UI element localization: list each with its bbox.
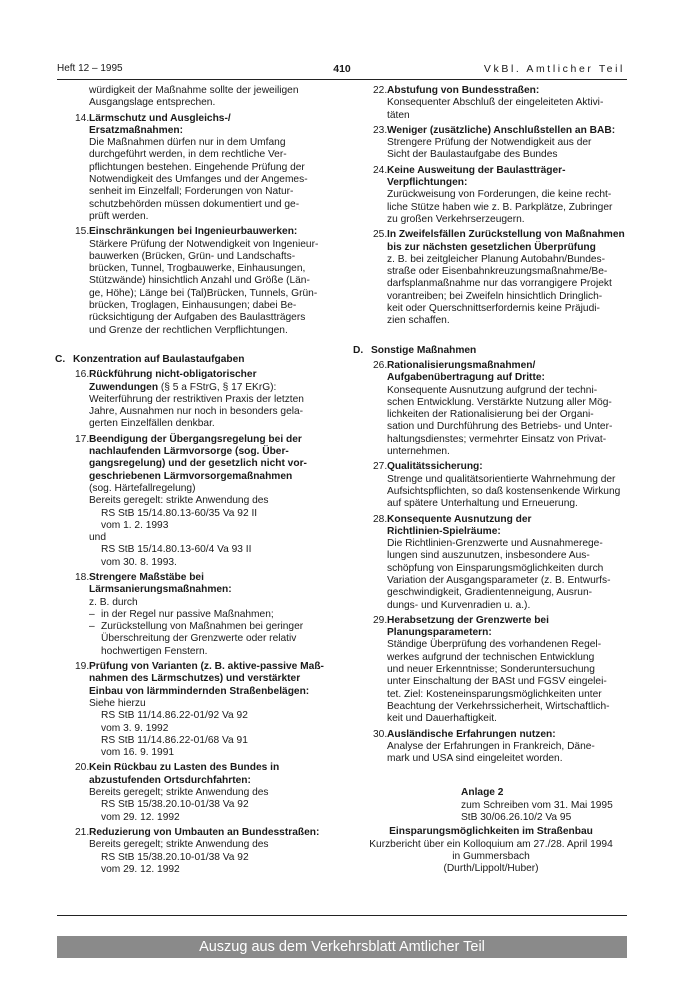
text-line: Notwendigkeit des Umfanges und der Angemes- bbox=[89, 174, 308, 186]
text-line: keit und Dauerhaftigkeit. bbox=[387, 713, 497, 725]
item-number: 14. bbox=[75, 112, 90, 124]
text-line: haltungsdienstes; vermehrter Einsatz von Privat- bbox=[387, 433, 607, 445]
item-title: Einbau von lärmmindernden Straßenbelägen: bbox=[89, 685, 310, 697]
text-line: brücken, Troglagen, Einhausungen; dabei Be- bbox=[89, 300, 297, 312]
appendix-line: zum Schreiben vom 31. Mai 1995 bbox=[461, 799, 613, 811]
item-title: Lärmsanierungsmaßnahmen: bbox=[89, 584, 232, 596]
section-letter: D. bbox=[353, 344, 364, 356]
text-line: Aufsichtspflichten, so daß kostensenkende Wirkung bbox=[387, 485, 621, 497]
item-number: 17. bbox=[75, 433, 90, 445]
left-column bbox=[57, 85, 329, 876]
text-line: Konsequente Ausnutzung aufgrund der techni- bbox=[387, 384, 598, 396]
item-title: Strengere Maßstäbe bei bbox=[89, 571, 204, 583]
item-title: Ausländische Erfahrungen nutzen: bbox=[387, 728, 556, 740]
text-line: zu großen Verkehrserzeugern. bbox=[387, 213, 525, 225]
item-number: 26. bbox=[373, 359, 388, 371]
text-line: z. B. durch bbox=[89, 596, 138, 608]
footer-banner bbox=[57, 936, 627, 958]
text-line: straße oder Eisenbahnkreuzungsmaßnahme/Be- bbox=[387, 266, 608, 278]
text-line: durchgeführt werden, in dem rechtliche Ver- bbox=[89, 149, 287, 161]
item-22 bbox=[355, 85, 627, 122]
item-title: Verpflichtungen: bbox=[387, 177, 468, 189]
text-line: Jahre, Ausnahmen nur noch in besonders gela- bbox=[89, 406, 304, 418]
text-line: unternehmen. bbox=[387, 446, 450, 458]
item-27 bbox=[355, 461, 627, 510]
item-title: Einschränkungen bei Ingenieurbauwerken: bbox=[89, 226, 298, 238]
text-line: und Grenze der rechtlichen Verpflichtungen. bbox=[89, 324, 288, 336]
text-line: z. B. bei zeitgleicher Planung Autobahn/Bundes- bbox=[387, 253, 606, 265]
item-title: Rationalisierungsmaßnahmen/ bbox=[387, 359, 536, 371]
footer-rule bbox=[57, 915, 627, 916]
text-line: liche Stütze haben wie z. B. Parkplätze, Zubringer bbox=[387, 201, 613, 213]
text-line: gerten Einzelfällen denkbar. bbox=[89, 418, 215, 430]
item-29 bbox=[355, 615, 627, 726]
text-line: schöpfung von Einsparungsmöglichkeiten durch bbox=[387, 562, 604, 574]
text-line: schutzbehörden müssen dokumentiert und ge- bbox=[89, 198, 300, 210]
text-line: Strenge und qualitätsorientierte Wahrnehmung der bbox=[387, 473, 616, 485]
text-line: sation und Durchführung des Betriebs- und Unter- bbox=[387, 421, 613, 433]
text-line: Analyse der Erfahrungen in Frankreich, Däne- bbox=[387, 740, 595, 752]
section-d-heading bbox=[355, 345, 627, 357]
text-line: zien schaffen. bbox=[387, 315, 450, 327]
text-line: senheit im Einzelfall; Forderungen von Natur- bbox=[89, 186, 294, 198]
text-line: Bereits geregelt; strikte Anwendung des bbox=[89, 787, 269, 799]
item-25 bbox=[355, 229, 627, 327]
item-number: 16. bbox=[75, 369, 90, 381]
item-14 bbox=[57, 113, 329, 224]
text-line: brücken, Tunnel, Trogbauwerke, Einhausungen, bbox=[89, 263, 306, 275]
reference-line: RS StB 15/14.80.13-60/35 Va 92 II bbox=[101, 507, 258, 519]
footer-text: Auszug aus dem Verkehrsblatt Amtlicher Teil bbox=[199, 939, 485, 955]
reference-date: vom 30. 8. 1993. bbox=[101, 556, 177, 568]
text-line: Siehe hierzu bbox=[89, 697, 146, 709]
section-title: Konzentration auf Baulastaufgaben bbox=[73, 353, 245, 365]
text-line: keit oder Querschnittserfordernis keine Präjudi- bbox=[387, 303, 600, 315]
item-title: nahmen des Lärmschutzes) und verstärkter bbox=[89, 673, 301, 685]
reference-line: RS StB 15/38.20.10-01/38 Va 92 bbox=[101, 799, 249, 811]
item-number: 20. bbox=[75, 762, 90, 774]
issue-label: Heft 12 – 1995 bbox=[57, 63, 123, 74]
text-line: auf spätere Unterhaltung und Erneuerung. bbox=[387, 498, 578, 510]
item-24 bbox=[355, 165, 627, 226]
item-title: Ersatzmaßnahmen: bbox=[89, 124, 183, 136]
journal-title: VkBl. Amtlicher Teil bbox=[483, 63, 625, 75]
item-title: Weniger (zusätzliche) Anschlußstellen an BAB: bbox=[387, 124, 616, 136]
page-header bbox=[57, 63, 627, 77]
appendix-heading: Einsparungsmöglichkeiten im Straßenbau bbox=[389, 826, 593, 838]
appendix-block bbox=[355, 787, 627, 824]
text-line: lungen sind auszunutzen, insbesondere Aus- bbox=[387, 550, 590, 562]
appendix-subline: Kurzbericht über ein Kolloquium am 27./28. April 1994 bbox=[369, 838, 613, 850]
text-line: geschwindigkeit, Gradientenneigung, Ausrun- bbox=[387, 587, 593, 599]
text-line: vorantreiben; bei Zweifeln hinsichtlich Dringlich- bbox=[387, 290, 603, 302]
text-line: darfsplanmaßnahme nur das vorrangigere Projekt bbox=[387, 278, 612, 290]
item-title: Rückführung nicht-obligatorischer bbox=[89, 369, 257, 381]
text-line: und neuer Erkenntnisse; Sonderuntersuchung bbox=[387, 664, 595, 676]
text-line: Ständige Überprüfung des vorhandenen Regel- bbox=[387, 639, 602, 651]
item-28 bbox=[355, 514, 627, 612]
item-title: Kein Rückbau zu Lasten des Bundes in bbox=[89, 762, 280, 774]
appendix-subline: in Gummersbach bbox=[452, 850, 530, 862]
page-number: 410 bbox=[333, 63, 351, 75]
item-18 bbox=[57, 572, 329, 658]
section-letter: C. bbox=[55, 353, 66, 365]
text-line: hochwertigen Fenstern. bbox=[101, 645, 208, 657]
text-line: – Zurückstellung von Maßnahmen bei geringer bbox=[101, 621, 304, 633]
reference-date: vom 29. 12. 1992 bbox=[101, 863, 180, 875]
text-line: dungs- und Kurvenradien u. a.). bbox=[387, 599, 531, 611]
item-23 bbox=[355, 125, 627, 162]
item-19 bbox=[57, 661, 329, 759]
text-line: pflichtungen bestehen. Eingehende Prüfung der bbox=[89, 161, 305, 173]
text-line: (§ 5 a FStrG, § 17 EKrG): bbox=[158, 381, 277, 393]
item-title: Keine Ausweitung der Baulastträger- bbox=[387, 164, 566, 176]
item-title: Beendigung der Übergangsregelung bei der bbox=[89, 433, 302, 445]
item-title: Abstufung von Bundesstraßen: bbox=[387, 85, 540, 96]
item-title: nachlaufenden Lärmvorsorge (sog. Über- bbox=[89, 446, 289, 458]
text-line: Stützwände) hinsichtlich Anzahl und Größe (Län- bbox=[89, 275, 310, 287]
dash-list-item bbox=[89, 609, 329, 621]
dash-list-item bbox=[89, 621, 329, 658]
item-number: 29. bbox=[373, 614, 388, 626]
item-number: 23. bbox=[373, 124, 388, 136]
item-15 bbox=[57, 226, 329, 337]
text-line: Bereits geregelt: strikte Anwendung des bbox=[89, 495, 269, 507]
text-line: Ausgangslage entsprechen. bbox=[89, 97, 216, 109]
item-title: Richtlinien-Spielräume: bbox=[387, 525, 501, 537]
item-title: geschriebenen Lärmvorsorgemaßnahmen bbox=[89, 470, 293, 482]
text-line: werkes aufgrund der technischen Entwicklung bbox=[387, 651, 595, 663]
item-number: 25. bbox=[373, 229, 388, 241]
item-title: Konsequente Ausnutzung der bbox=[387, 513, 532, 525]
reference-date: vom 3. 9. 1992 bbox=[101, 722, 169, 734]
item-30 bbox=[355, 729, 627, 766]
item-title: Zuwendungen bbox=[89, 381, 159, 393]
item-number: 27. bbox=[373, 461, 388, 473]
reference-line: RS StB 11/14.86.22-01/92 Va 92 bbox=[101, 710, 248, 722]
text-line: und bbox=[89, 532, 106, 544]
header-rule bbox=[57, 79, 627, 80]
text-line: mark und USA sind eingeleitet worden. bbox=[387, 753, 563, 765]
text-line: – in der Regel nur passive Maßnahmen; bbox=[101, 608, 274, 620]
reference-date: vom 16. 9. 1991 bbox=[101, 747, 175, 759]
text-line: bauwerken (Brücken, Grün- und Landschafts- bbox=[89, 250, 296, 262]
text-line: würdigkeit der Maßnahme sollte der jeweiligen bbox=[89, 85, 299, 96]
text-line: Weiterführung der restriktiven Praxis der letzten bbox=[89, 393, 304, 405]
text-line: Stärkere Prüfung der Notwendigkeit von Ingenieur- bbox=[89, 238, 319, 250]
item-title: Qualitätssicherung: bbox=[387, 461, 483, 473]
item-title: bis zur nächsten gesetzlichen Überprüfung bbox=[387, 241, 596, 253]
text-line: Variation der Ausgangsparameter (z. B. Entwurfs- bbox=[387, 574, 611, 586]
text-line: tet. Ziel: Kosteneinsparungsmöglichkeiten unter bbox=[387, 688, 602, 700]
item-title: Planungsparametern: bbox=[387, 627, 492, 639]
text-line: täten bbox=[387, 109, 410, 121]
item-number: 15. bbox=[75, 226, 90, 238]
item-number: 18. bbox=[75, 571, 90, 583]
continuation-text bbox=[57, 85, 329, 110]
reference-date: vom 29. 12. 1992 bbox=[101, 811, 180, 823]
right-column bbox=[355, 85, 627, 876]
item-title: Lärmschutz und Ausgleichs-/ bbox=[89, 112, 231, 124]
item-number: 19. bbox=[75, 661, 90, 673]
text-line: schen Entwicklung. Verstärkte Nutzung aller Mög- bbox=[387, 396, 612, 408]
item-21 bbox=[57, 827, 329, 876]
text-line: Überschreitung der Grenzwerte oder relativ bbox=[101, 633, 297, 645]
text-line: Sicht der Baulastaufgabe des Bundes bbox=[387, 149, 558, 161]
item-title-line bbox=[89, 382, 329, 394]
reference-date: vom 1. 2. 1993 bbox=[101, 519, 169, 531]
text-line: ge, Höhe); Länge bei (Tal)Brücken, Tunnels, Grün- bbox=[89, 287, 318, 299]
item-title: Prüfung von Varianten (z. B. aktive-passive Maß- bbox=[89, 661, 324, 673]
appendix-line: StB 30/06.26.10/2 Va 95 bbox=[461, 812, 572, 824]
item-title: Reduzierung von Umbauten an Bundesstraßen: bbox=[89, 826, 320, 838]
item-number: 28. bbox=[373, 513, 388, 525]
item-title: gangsregelung) und der gesetzlich nicht vor- bbox=[89, 458, 307, 470]
text-line: lichkeiten der Rationalisierung bei der Organi- bbox=[387, 409, 594, 421]
item-number: 21. bbox=[75, 826, 90, 838]
text-line: rücksichtigung der Aufgaben des Baulastträgers bbox=[89, 312, 306, 324]
text-line: Strengere Prüfung der Notwendigkeit aus der bbox=[387, 137, 592, 149]
item-20 bbox=[57, 762, 329, 823]
text-line: unter Einschaltung der BASt und FGSV eingelei- bbox=[387, 676, 607, 688]
text-line: Konsequenter Abschluß der eingeleiteten Aktivi- bbox=[387, 97, 604, 109]
reference-line: RS StB 15/38.20.10-01/38 Va 92 bbox=[101, 851, 249, 863]
item-title: abzustufenden Ortsdurchfahrten: bbox=[89, 774, 251, 786]
item-number: 22. bbox=[373, 85, 388, 96]
text-line: prüft werden. bbox=[89, 210, 149, 222]
text-line: Die Richtlinien-Grenzwerte und Ausnahmerege- bbox=[387, 538, 603, 550]
text-line: Bereits geregelt; strikte Anwendung des bbox=[89, 839, 269, 851]
section-title: Sonstige Maßnahmen bbox=[371, 344, 477, 356]
item-17 bbox=[57, 434, 329, 569]
item-16 bbox=[57, 369, 329, 430]
item-title: Aufgabenübertragung auf Dritte: bbox=[387, 372, 545, 384]
text-line: Zurückweisung von Forderungen, die keine recht- bbox=[387, 189, 612, 201]
item-number: 24. bbox=[373, 164, 388, 176]
item-title: Herabsetzung der Grenzwerte bei bbox=[387, 614, 549, 626]
appendix-subline: (Durth/Lippolt/Huber) bbox=[443, 863, 539, 875]
text-line: Die Maßnahmen dürfen nur in dem Umfang bbox=[89, 137, 286, 149]
item-26 bbox=[355, 360, 627, 458]
text-line: Beachtung der Verkehrssicherheit, Wirtschaftlich- bbox=[387, 700, 610, 712]
item-title: In Zweifelsfällen Zurückstellung von Maßnahmen bbox=[387, 229, 625, 241]
appendix-title: Anlage 2 bbox=[461, 787, 504, 799]
section-c-heading bbox=[57, 354, 329, 366]
text-line: (sog. Härtefallregelung) bbox=[89, 482, 196, 494]
reference-line: RS StB 11/14.86.22-01/68 Va 91 bbox=[101, 734, 248, 746]
reference-line: RS StB 15/14.80.13-60/4 Va 93 II bbox=[101, 544, 252, 556]
item-number: 30. bbox=[373, 728, 388, 740]
